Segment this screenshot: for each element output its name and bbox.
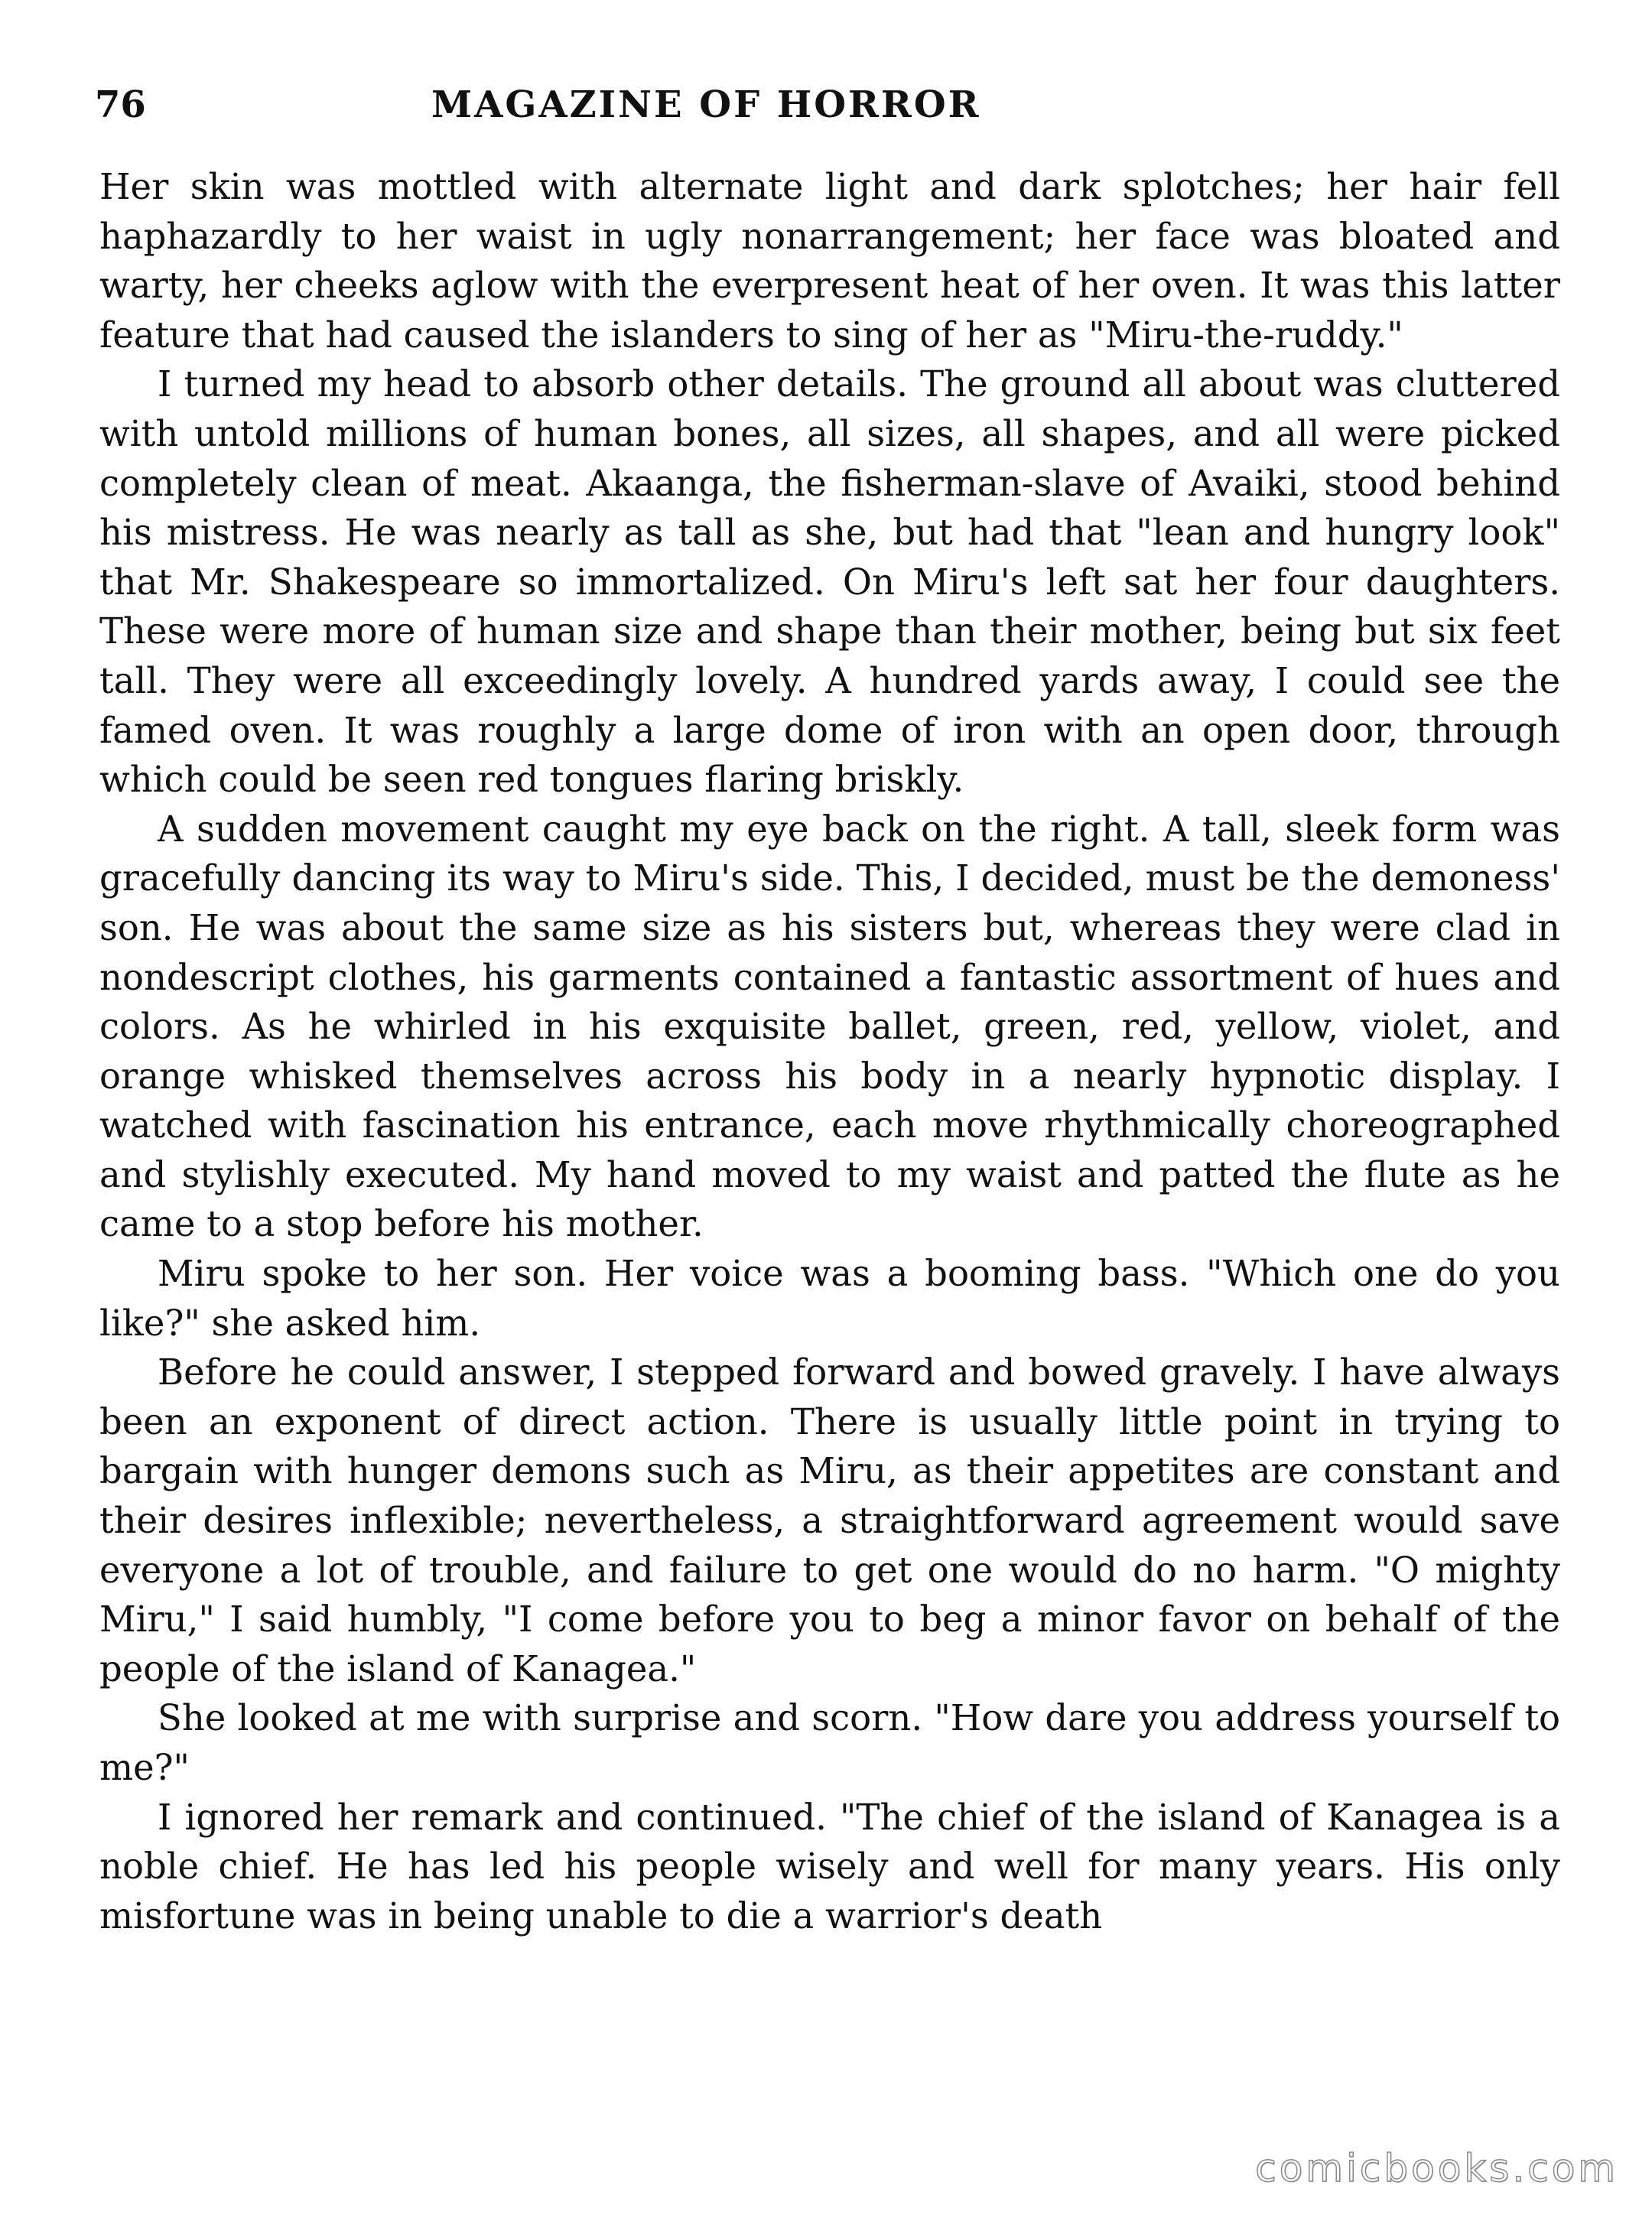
page-header	[95, 78, 1556, 132]
paragraph-2: I turned my head to absorb other details. The ground all about was cluttered with untold millions of human bones, all sizes, all shapes, and all were picked completely clean of meat. Akaanga, the fisherman-slave of Avaiki, stood behind his mistress. He was nearly as tall as she, but had that "lean and hungry look" that Mr. Shakespeare so immortalized. On Miru's left sat her four daughters. These were more of human size and shape than their mother, being but six feet tall. They were all exceedingly lovely. A hundred yards away, I could see the famed oven. It was roughly a large dome of iron with an open door, through which could be seen red tongues flaring briskly.	[99, 363, 1560, 801]
story-body	[99, 162, 1560, 1940]
page-number: 76	[95, 83, 146, 126]
paragraph-4: Miru spoke to her son. Her voice was a booming bass. "Which one do you like?" she asked him.	[99, 1253, 1560, 1344]
paragraph-7: I ignored her remark and continued. "The chief of the island of Kanagea is a noble chief. He has led his people wisely and well for many years. His only misfortune was in being unable to die a warrior's death	[99, 1796, 1560, 1937]
paragraph-5: Before he could answer, I stepped forward and bowed gravely. I have always been an exponent of direct action. There is usually little point in trying to bargain with hunger demons such as Miru, as their appetites are constant and their desires inflexible; nevertheless, a straightforward agreement would save everyone a lot of trouble, and failure to get one would do no harm. "O mighty Miru," I said humbly, "I come before you to beg a minor favor on behalf of the people of the island of Kanagea."	[99, 1351, 1560, 1690]
paragraph-3: A sudden movement caught my eye back on the right. A tall, sleek form was gracefully dancing its way to Miru's side. This, I decided, must be the demoness' son. He was about the same size as his sisters but, whereas they were clad in nondescript clothes, his garments contained a fantastic assortment of hues and colors. As he whirled in his exquisite ballet, green, red, yellow, violet, and orange whisked themselves across his body in a nearly hypnotic display. I watched with fascination his entrance, each move rhythmically choreographed and stylishly executed. My hand moved to my waist and patted the flute as he came to a stop before his mother.	[99, 808, 1560, 1245]
paragraph-6: She looked at me with surprise and scorn. "How dare you address yourself to me?"	[99, 1697, 1560, 1788]
site-watermark: comicbooks.com	[1255, 2146, 1618, 2190]
running-title: MAGAZINE OF HORROR	[431, 83, 981, 126]
paragraph-1: Her skin was mottled with alternate light and dark splotches; her hair fell haphazardly to her waist in ugly nonarrangement; her face was bloated and warty, her cheeks aglow with the everpresent heat of her oven. It was this latter feature that had caused the islanders to sing of her as "Miru-the-ruddy."	[99, 166, 1560, 356]
